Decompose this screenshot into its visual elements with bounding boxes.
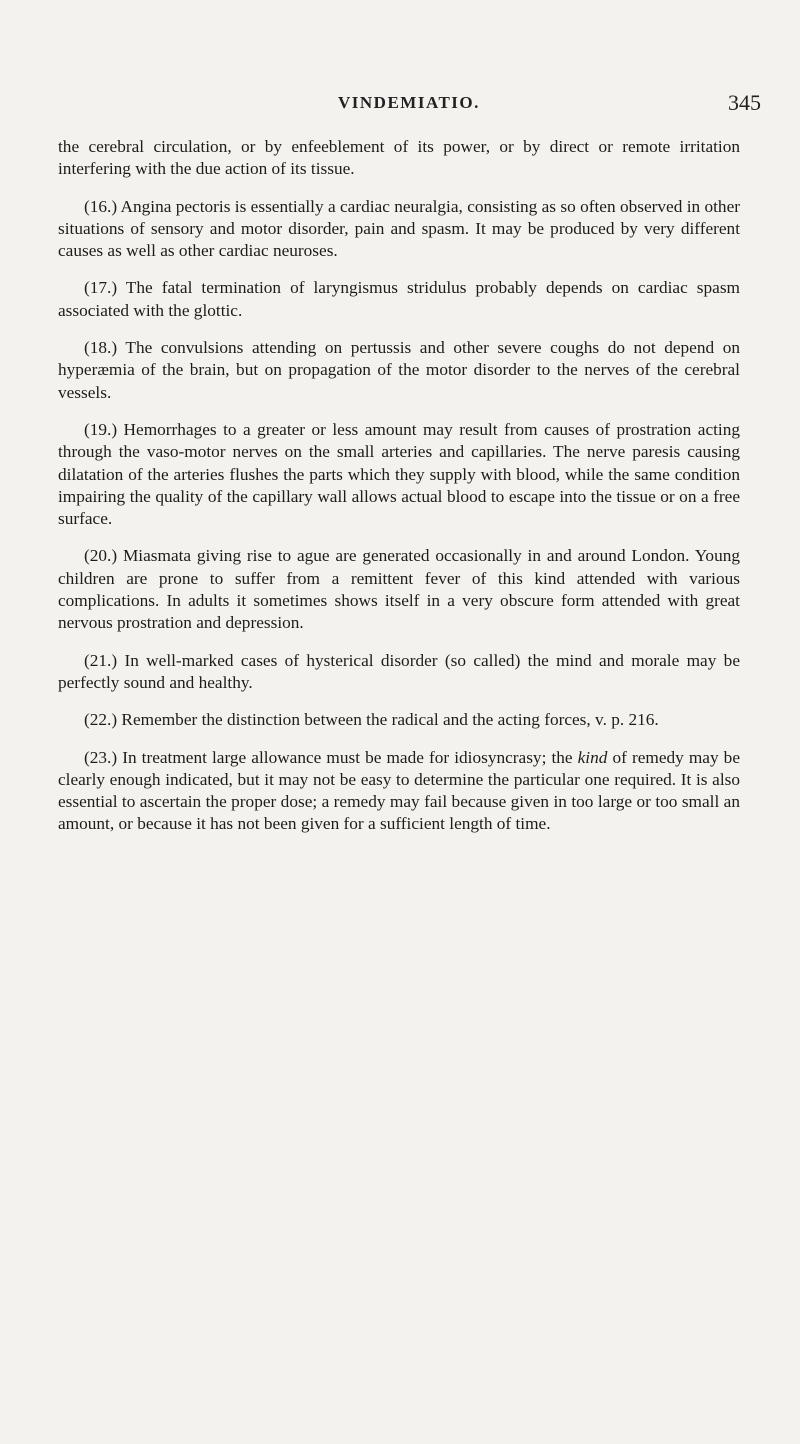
paragraph-19: (19.) Hemorrhages to a greater or less amount may result from causes of prostration acting through the vaso-motor nerves on the small arteries and capillaries. The nerve paresis causing dilatation of the arteries flushes the parts which they supply with blood, while the same condition impairing the quality of the capillary wall allows actual blood to escape into the tissue or on a free surface. xyxy=(58,419,740,529)
paragraph-22: (22.) Remember the distinction between the radical and the acting forces, v. p. 216. xyxy=(84,710,659,730)
paragraph-23-start: (23.) In treatment large allowance must be made for idiosyncrasy; the xyxy=(84,747,578,767)
paragraph-20: (20.) Miasmata giving rise to ague are generated occasionally in and around London. Young children are prone to suffer from a remittent fever of this kind attended with various complications. In adults it sometimes shows itself in a very obscure form attended with great nervous prostration and depression. xyxy=(58,546,740,633)
body-text xyxy=(58,136,740,851)
paragraph-23 xyxy=(58,747,740,836)
page-number: 345 xyxy=(728,90,761,115)
paragraph-23-emphasis: kind xyxy=(577,747,608,767)
paragraph-21: (21.) In well-marked cases of hysterical disorder (so called) the mind and morale may be perfectly sound and healthy. xyxy=(58,650,740,692)
paragraph-17: (17.) The fatal termination of laryngismus stridulus probably depends on cardiac spasm associated with the glottic. xyxy=(58,278,740,320)
running-title: VINDEMIATIO. xyxy=(338,93,480,112)
paragraph-23-end: of remedy may be clearly enough indicated, but it may not be easy to determine the particular one required. It is also essential to ascertain the proper dose; a remedy may fail because given in too large or too small an amount, or because it has not been given for a sufficient length of time. xyxy=(58,747,740,834)
paragraph-continuation: the cerebral circulation, or by enfeeblement of its power, or by direct or remote irritation interfering with the due action of its tissue. xyxy=(58,137,740,179)
paragraph-16: (16.) Angina pectoris is essentially a cardiac neuralgia, consisting as so often observed in other situations of sensory and motor disorder, pain and spasm. It may be produced by very different causes as well as other cardiac neuroses. xyxy=(58,196,740,261)
paragraph-18: (18.) The convulsions attending on pertussis and other severe coughs do not depend on hyperæmia of the brain, but on propagation of the motor disorder to the nerves of the cerebral vessels. xyxy=(58,338,740,402)
page-header xyxy=(0,90,800,123)
